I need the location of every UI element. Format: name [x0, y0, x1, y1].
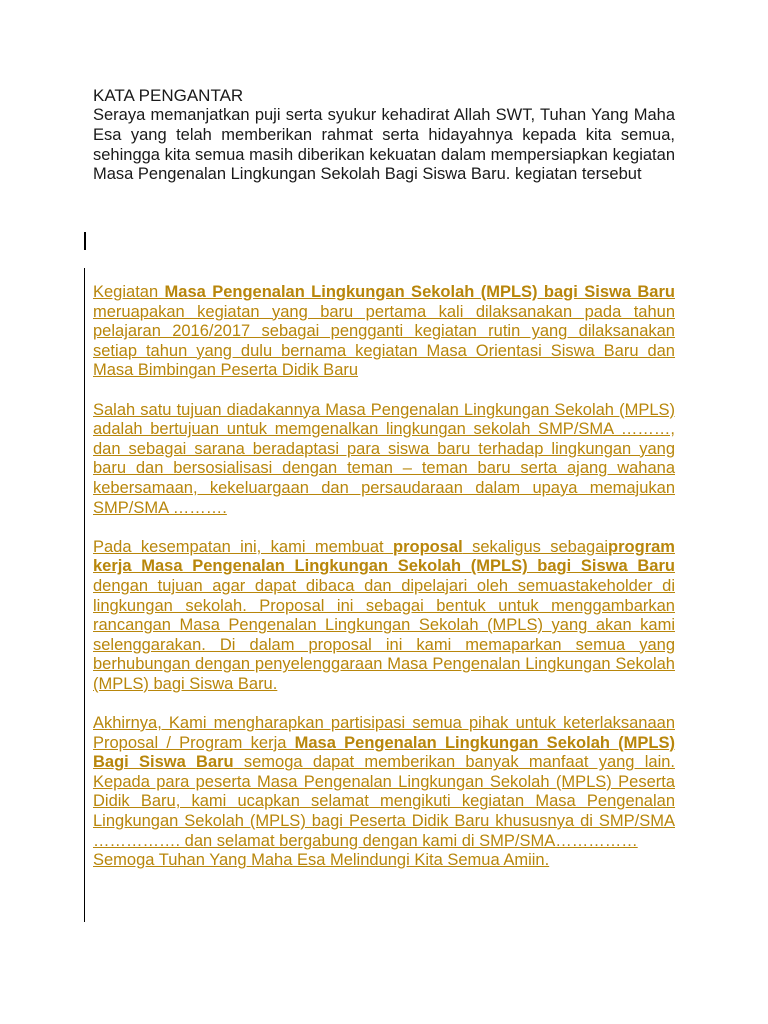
tracked-insertion-block[interactable] — [93, 283, 675, 871]
text-run: semoga dapat memberikan banyak manfaat yang lain. Kepada para peserta Masa Pengenalan Lingkungan Sekolah (MPLS) Peserta Didik Baru, kami ucapkan selamat mengikuti kegiatan Masa Pengenalan Lingkungan Sekolah (MPLS) bagi Peserta Didik Baru khususnya di SMP/SMA ……………. dan selamat bergabung dengan kami di SMP/SMA…………… — [93, 753, 675, 850]
text-run: Pada kesempatan ini, kami membuat — [93, 537, 394, 556]
document-heading: KATA PENGANTAR — [93, 86, 244, 105]
text-run: Salah satu tujuan diadakannya Masa Pengenalan Lingkungan Sekolah (MPLS) adalah bertujuan untuk memgenalkan lingkungan sekolah SMP/SMA ………, dan sebagai sarana beradaptasi para siswa baru terhadap lingkungan yang baru dan bersosialisasi dengan teman – teman baru serta ajang wahana kebersamaan, kekeluargaan dan persaudaraan dalam upaya memajukan SMP/SMA ………. — [93, 400, 675, 517]
text-run: dengan tujuan agar dapat dibaca dan dipelajari oleh semuastakeholder di lingkungan sekolah. Proposal ini sebagai bentuk untuk menggambarkan rancangan Masa Pengenalan Lingkungan Sekolah (MPLS) yang akan kami selenggarakan. Di dalam proposal ini kami memaparkan semua yang berhubungan dengan penyelenggaraan Masa Pengenalan Lingkungan Sekolah (MPLS) bagi Siswa Baru. — [93, 576, 675, 693]
bold-run: proposal — [393, 537, 463, 556]
closing-paragraph[interactable] — [93, 714, 675, 871]
closing-prayer: Semoga Tuhan Yang Maha Esa Melindungi Kita Semua Amiin. — [93, 851, 550, 870]
text-run: meruapakan kegiatan yang baru pertama kali dilaksanakan pada tahun pelajaran 2016/2017 sebagai pengganti kegiatan rutin yang dilaksanakan setiap tahun yang dulu bernama kegiatan Masa Orientasi Siswa Baru dan Masa Bimbingan Peserta Didik Baru — [93, 302, 675, 380]
bold-run: Masa Pengenalan Lingkungan Sekolah (MPLS) bagi Siswa Baru — [164, 283, 675, 301]
intro-paragraph[interactable]: Seraya memanjatkan puji serta syukur kehadirat Allah SWT, Tuhan Yang Maha Esa yang telah memberikan rahmat serta hidayahnya kepada kita semua, sehingga kita semua masih diberikan kekuatan dalam mempersiapkan kegiatan Masa Pengenalan Lingkungan Sekolah Bagi Siswa Baru. kegiatan tersebut — [93, 106, 675, 184]
text-run: sekaligus sebagai — [462, 537, 609, 556]
text-cursor — [84, 232, 86, 250]
mpls-purpose-paragraph[interactable] — [93, 401, 675, 519]
tracked-change-bar — [84, 268, 85, 922]
mpls-intro-paragraph[interactable] — [93, 283, 675, 381]
bold-run: program kerja Masa Pengenalan Lingkungan Sekolah (MPLS) bagi Siswa Baru — [93, 537, 675, 576]
bold-run: Masa Pengenalan Lingkungan Sekolah (MPLS) Bagi Siswa Baru — [93, 733, 676, 772]
text-run: Kegiatan — [93, 283, 165, 301]
text-run: Akhirnya, Kami mengharapkan partisipasi semua pihak untuk keterlaksanaan Proposal / Program kerja — [93, 714, 675, 752]
proposal-paragraph[interactable] — [93, 538, 675, 695]
